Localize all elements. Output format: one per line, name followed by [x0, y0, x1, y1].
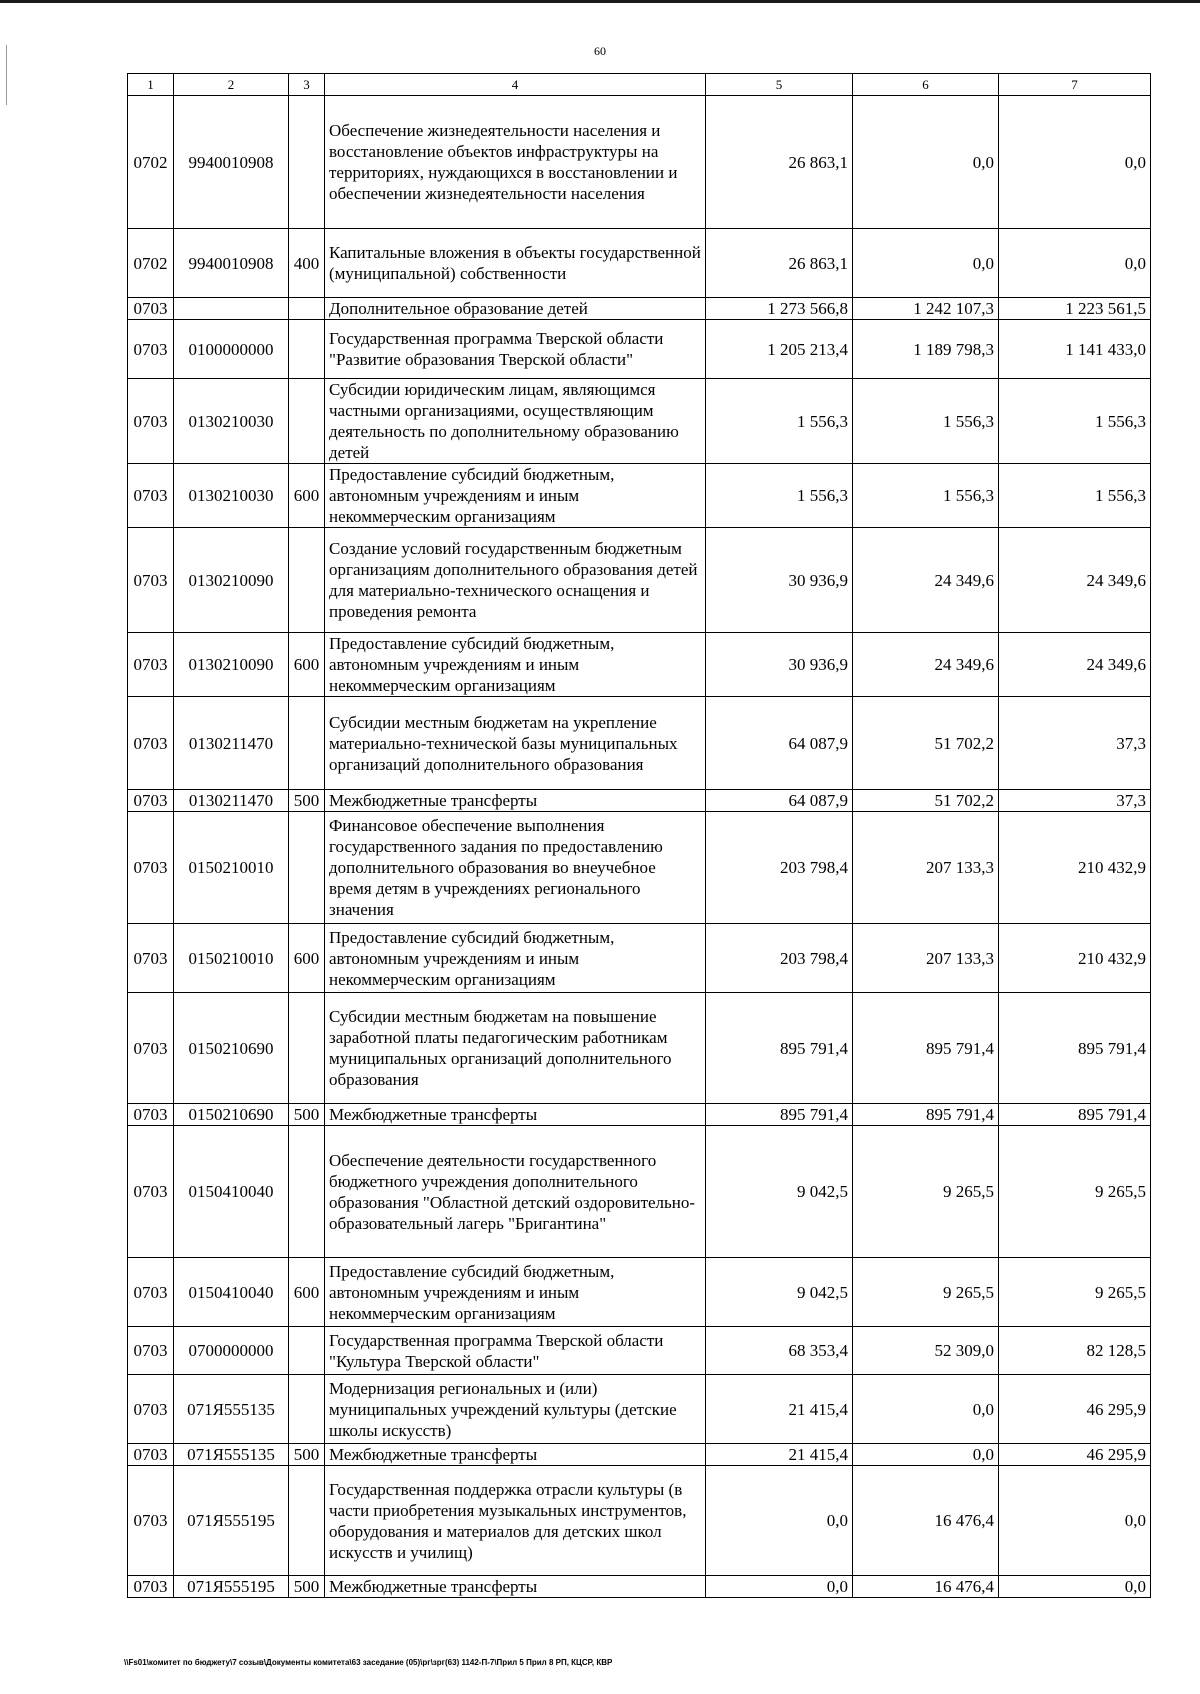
target-article-code: 0100000000	[174, 320, 289, 379]
section-code: 0703	[128, 1126, 174, 1258]
amount-col5: 30 936,9	[706, 528, 853, 633]
expense-type-code: 600	[289, 464, 325, 528]
amount-col6: 895 791,4	[853, 993, 999, 1104]
amount-col6: 52 309,0	[853, 1327, 999, 1375]
section-code: 0703	[128, 464, 174, 528]
amount-col6: 0,0	[853, 1375, 999, 1444]
footer-file-path: \\Fs01\комитет по бюджету\7 созыв\Документы комитета\63 заседание (05)\рг\зрг(63) 1142-П-7\Прил 5 Прил 8 РП, КЦСР, КВР	[124, 1658, 613, 1667]
section-code: 0703	[128, 1444, 174, 1466]
amount-col5: 0,0	[706, 1576, 853, 1598]
table-row	[128, 379, 1151, 464]
amount-col5: 21 415,4	[706, 1375, 853, 1444]
expense-type-code	[289, 298, 325, 320]
target-article-code: 0130210030	[174, 379, 289, 464]
amount-col6: 51 702,2	[853, 697, 999, 790]
item-name: Предоставление субсидий бюджетным, автономным учреждениям и иным некоммерческим организациям	[325, 633, 706, 697]
item-name: Государственная программа Тверской области "Развитие образования Тверской области"	[325, 320, 706, 379]
amount-col6: 1 556,3	[853, 464, 999, 528]
item-name: Обеспечение жизнедеятельности населения и восстановление объектов инфраструктуры на территориях, нуждающихся в восстановлении и обеспечении жизнедеятельности населения	[325, 96, 706, 229]
expense-type-code: 500	[289, 1104, 325, 1126]
amount-col5: 21 415,4	[706, 1444, 853, 1466]
amount-col5: 895 791,4	[706, 993, 853, 1104]
table-row	[128, 1126, 1151, 1258]
amount-col7: 0,0	[999, 96, 1151, 229]
table-row	[128, 1576, 1151, 1598]
item-name: Субсидии местным бюджетам на повышение заработной платы педагогическим работникам муниципальных организаций дополнительного образования	[325, 993, 706, 1104]
amount-col7: 9 265,5	[999, 1126, 1151, 1258]
amount-col5: 64 087,9	[706, 790, 853, 812]
section-code: 0703	[128, 697, 174, 790]
section-code: 0702	[128, 229, 174, 298]
expense-type-code: 400	[289, 229, 325, 298]
expense-type-code	[289, 528, 325, 633]
expense-type-code: 600	[289, 633, 325, 697]
section-code: 0703	[128, 379, 174, 464]
table-row	[128, 790, 1151, 812]
target-article-code: 0700000000	[174, 1327, 289, 1375]
expense-type-code	[289, 96, 325, 229]
amount-col5: 26 863,1	[706, 229, 853, 298]
amount-col7: 0,0	[999, 1466, 1151, 1576]
expense-type-code	[289, 379, 325, 464]
section-code: 0703	[128, 1104, 174, 1126]
target-article-code: 9940010908	[174, 96, 289, 229]
expense-type-code	[289, 1126, 325, 1258]
item-name: Капитальные вложения в объекты государственной (муниципальной) собственности	[325, 229, 706, 298]
section-code: 0703	[128, 993, 174, 1104]
item-name: Модернизация региональных и (или) муниципальных учреждений культуры (детские школы искусств)	[325, 1375, 706, 1444]
table-row	[128, 229, 1151, 298]
table-row	[128, 1104, 1151, 1126]
table-row	[128, 528, 1151, 633]
amount-col7: 82 128,5	[999, 1327, 1151, 1375]
amount-col7: 46 295,9	[999, 1444, 1151, 1466]
table-row	[128, 1258, 1151, 1327]
amount-col6: 1 189 798,3	[853, 320, 999, 379]
item-name: Финансовое обеспечение выполнения государственного задания по предоставлению дополнительного образования во внеучебное время детям в учреждениях регионального значения	[325, 812, 706, 924]
amount-col7: 37,3	[999, 790, 1151, 812]
target-article-code: 9940010908	[174, 229, 289, 298]
table-row	[128, 1375, 1151, 1444]
item-name: Государственная программа Тверской области "Культура Тверской области"	[325, 1327, 706, 1375]
table-row	[128, 96, 1151, 229]
item-name: Межбюджетные трансферты	[325, 790, 706, 812]
amount-col5: 1 273 566,8	[706, 298, 853, 320]
table-row	[128, 633, 1151, 697]
amount-col6: 0,0	[853, 96, 999, 229]
amount-col7: 0,0	[999, 1576, 1151, 1598]
section-code: 0703	[128, 320, 174, 379]
section-code: 0703	[128, 1258, 174, 1327]
amount-col6: 16 476,4	[853, 1576, 999, 1598]
amount-col5: 203 798,4	[706, 924, 853, 993]
item-name: Межбюджетные трансферты	[325, 1576, 706, 1598]
item-name: Предоставление субсидий бюджетным, автономным учреждениям и иным некоммерческим организациям	[325, 924, 706, 993]
table-row	[128, 697, 1151, 790]
target-article-code: 0150210690	[174, 993, 289, 1104]
expense-type-code	[289, 993, 325, 1104]
item-name: Предоставление субсидий бюджетным, автономным учреждениям и иным некоммерческим организациям	[325, 1258, 706, 1327]
column-header: 7	[999, 74, 1151, 96]
amount-col5: 1 556,3	[706, 379, 853, 464]
section-code: 0703	[128, 924, 174, 993]
amount-col6: 0,0	[853, 229, 999, 298]
amount-col5: 26 863,1	[706, 96, 853, 229]
page-number: 60	[594, 44, 606, 58]
amount-col7: 1 223 561,5	[999, 298, 1151, 320]
amount-col6: 24 349,6	[853, 528, 999, 633]
table-row	[128, 1327, 1151, 1375]
expense-type-code: 500	[289, 1444, 325, 1466]
section-code: 0703	[128, 1466, 174, 1576]
table-row	[128, 1466, 1151, 1576]
expense-type-code: 500	[289, 790, 325, 812]
amount-col7: 895 791,4	[999, 993, 1151, 1104]
amount-col6: 9 265,5	[853, 1258, 999, 1327]
target-article-code: 0130211470	[174, 697, 289, 790]
target-article-code: 0130210030	[174, 464, 289, 528]
table-row	[128, 320, 1151, 379]
expense-type-code: 500	[289, 1576, 325, 1598]
amount-col7: 1 556,3	[999, 379, 1151, 464]
budget-table	[127, 73, 1151, 1598]
amount-col7: 24 349,6	[999, 633, 1151, 697]
column-header: 5	[706, 74, 853, 96]
expense-type-code: 600	[289, 1258, 325, 1327]
section-code: 0703	[128, 1375, 174, 1444]
section-code: 0703	[128, 790, 174, 812]
amount-col7: 1 141 433,0	[999, 320, 1151, 379]
table-row	[128, 464, 1151, 528]
item-name: Дополнительное образование детей	[325, 298, 706, 320]
target-article-code: 0150410040	[174, 1126, 289, 1258]
expense-type-code	[289, 320, 325, 379]
amount-col5: 1 556,3	[706, 464, 853, 528]
column-header: 3	[289, 74, 325, 96]
column-header: 2	[174, 74, 289, 96]
amount-col5: 895 791,4	[706, 1104, 853, 1126]
target-article-code: 0130211470	[174, 790, 289, 812]
item-name: Предоставление субсидий бюджетным, автономным учреждениям и иным некоммерческим организациям	[325, 464, 706, 528]
target-article-code: 071Я555135	[174, 1444, 289, 1466]
amount-col6: 1 556,3	[853, 379, 999, 464]
item-name: Создание условий государственным бюджетным организациям дополнительного образования детей для материально-технического оснащения и проведения ремонта	[325, 528, 706, 633]
amount-col5: 30 936,9	[706, 633, 853, 697]
column-number-row	[128, 74, 1151, 96]
target-article-code	[174, 298, 289, 320]
table-body	[128, 96, 1151, 1598]
target-article-code: 0150210010	[174, 924, 289, 993]
expense-type-code	[289, 697, 325, 790]
column-header: 1	[128, 74, 174, 96]
item-name: Субсидии юридическим лицам, являющимся частными организациями, осуществляющим деятельность по дополнительному образованию детей	[325, 379, 706, 464]
target-article-code: 0130210090	[174, 528, 289, 633]
amount-col7: 1 556,3	[999, 464, 1151, 528]
amount-col7: 210 432,9	[999, 924, 1151, 993]
amount-col5: 9 042,5	[706, 1126, 853, 1258]
target-article-code: 0150210010	[174, 812, 289, 924]
expense-type-code	[289, 1466, 325, 1576]
amount-col6: 207 133,3	[853, 812, 999, 924]
top-border-rule	[0, 0, 1200, 3]
item-name: Межбюджетные трансферты	[325, 1444, 706, 1466]
amount-col7: 895 791,4	[999, 1104, 1151, 1126]
amount-col7: 37,3	[999, 697, 1151, 790]
amount-col6: 9 265,5	[853, 1126, 999, 1258]
expense-type-code	[289, 812, 325, 924]
target-article-code: 071Я555195	[174, 1466, 289, 1576]
section-code: 0703	[128, 298, 174, 320]
amount-col5: 0,0	[706, 1466, 853, 1576]
section-code: 0702	[128, 96, 174, 229]
amount-col5: 1 205 213,4	[706, 320, 853, 379]
table-row	[128, 298, 1151, 320]
target-article-code: 0130210090	[174, 633, 289, 697]
table-row	[128, 812, 1151, 924]
amount-col6: 51 702,2	[853, 790, 999, 812]
table-row	[128, 1444, 1151, 1466]
item-name: Обеспечение деятельности государственного бюджетного учреждения дополнительного образования "Областной детский оздоровительно-образовательный лагерь "Бригантина"	[325, 1126, 706, 1258]
item-name: Межбюджетные трансферты	[325, 1104, 706, 1126]
amount-col7: 210 432,9	[999, 812, 1151, 924]
amount-col7: 24 349,6	[999, 528, 1151, 633]
amount-col5: 9 042,5	[706, 1258, 853, 1327]
section-code: 0703	[128, 1327, 174, 1375]
column-header: 4	[325, 74, 706, 96]
amount-col7: 9 265,5	[999, 1258, 1151, 1327]
table-row	[128, 993, 1151, 1104]
target-article-code: 071Я555195	[174, 1576, 289, 1598]
target-article-code: 0150210690	[174, 1104, 289, 1126]
expense-type-code	[289, 1375, 325, 1444]
amount-col6: 1 242 107,3	[853, 298, 999, 320]
amount-col5: 68 353,4	[706, 1327, 853, 1375]
target-article-code: 0150410040	[174, 1258, 289, 1327]
section-code: 0703	[128, 528, 174, 633]
amount-col6: 207 133,3	[853, 924, 999, 993]
expense-type-code: 600	[289, 924, 325, 993]
amount-col6: 24 349,6	[853, 633, 999, 697]
target-article-code: 071Я555135	[174, 1375, 289, 1444]
amount-col5: 203 798,4	[706, 812, 853, 924]
item-name: Государственная поддержка отрасли культуры (в части приобретения музыкальных инструментов, оборудования и материалов для детских школ искусств и училищ)	[325, 1466, 706, 1576]
expense-type-code	[289, 1327, 325, 1375]
amount-col7: 0,0	[999, 229, 1151, 298]
table-row	[128, 924, 1151, 993]
section-code: 0703	[128, 812, 174, 924]
section-code: 0703	[128, 1576, 174, 1598]
amount-col6: 0,0	[853, 1444, 999, 1466]
amount-col6: 16 476,4	[853, 1466, 999, 1576]
column-header: 6	[853, 74, 999, 96]
amount-col7: 46 295,9	[999, 1375, 1151, 1444]
amount-col5: 64 087,9	[706, 697, 853, 790]
amount-col6: 895 791,4	[853, 1104, 999, 1126]
section-code: 0703	[128, 633, 174, 697]
item-name: Субсидии местным бюджетам на укрепление материально-технической базы муниципальных организаций дополнительного образования	[325, 697, 706, 790]
